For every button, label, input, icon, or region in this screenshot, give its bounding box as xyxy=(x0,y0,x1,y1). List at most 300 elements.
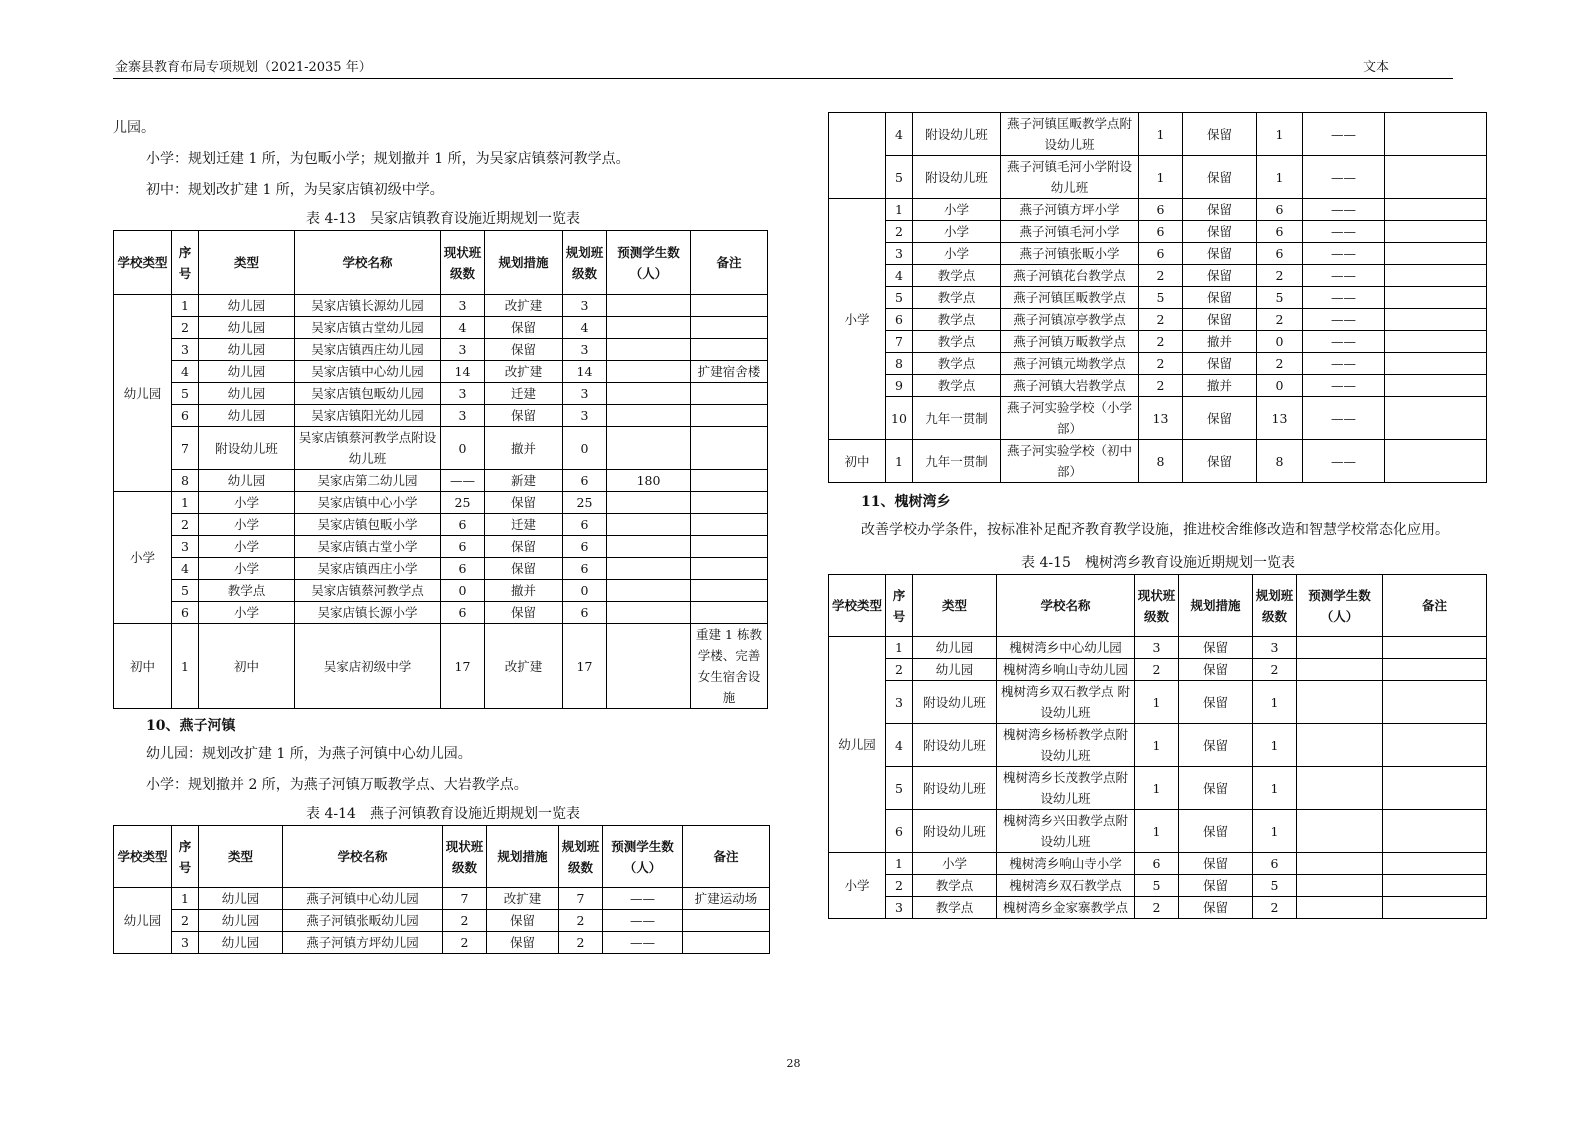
seq-cell: 7 xyxy=(172,427,199,470)
type-cell: 幼儿园 xyxy=(913,659,997,681)
current-cell: 1 xyxy=(1139,156,1183,199)
current-cell: 8 xyxy=(1139,440,1183,483)
table-row xyxy=(114,405,768,427)
seq-cell: 4 xyxy=(886,724,913,767)
name-cell: 槐树湾乡金家寨教学点 xyxy=(997,897,1135,919)
name-cell: 槐树湾乡杨桥教学点附设幼儿班 xyxy=(997,724,1135,767)
students-cell: —— xyxy=(1303,287,1385,309)
table-row xyxy=(114,514,768,536)
table-row xyxy=(114,383,768,405)
header-current: 现状班级数 xyxy=(443,826,487,888)
planned-cell: 6 xyxy=(563,536,607,558)
planned-cell: 2 xyxy=(1253,897,1297,919)
header-note: 备注 xyxy=(1383,575,1487,637)
students-cell: —— xyxy=(1303,113,1385,156)
note-cell xyxy=(1383,810,1487,853)
header-students: 预测学生数（人） xyxy=(1297,575,1383,637)
measure-cell: 保留 xyxy=(485,339,563,361)
students-cell xyxy=(607,514,691,536)
note-cell xyxy=(1383,853,1487,875)
students-cell xyxy=(607,339,691,361)
type-cell: 小学 xyxy=(199,536,295,558)
type-cell: 教学点 xyxy=(913,353,1001,375)
students-cell xyxy=(607,317,691,339)
header-name: 学校名称 xyxy=(283,826,443,888)
measure-cell: 保留 xyxy=(1179,767,1253,810)
table-row xyxy=(829,681,1487,724)
school-type-cell: 初中 xyxy=(114,624,172,709)
note-cell xyxy=(1385,287,1487,309)
seq-cell: 3 xyxy=(172,339,199,361)
name-cell: 燕子河镇万畈教学点 xyxy=(1001,331,1139,353)
students-cell xyxy=(1297,767,1383,810)
students-cell: —— xyxy=(1303,199,1385,221)
current-cell: 3 xyxy=(441,405,485,427)
type-cell: 小学 xyxy=(199,492,295,514)
current-cell: 2 xyxy=(1139,331,1183,353)
name-cell: 吴家店镇蔡河教学点 xyxy=(295,580,441,602)
current-cell: 1 xyxy=(1135,767,1179,810)
current-cell: 3 xyxy=(441,295,485,317)
current-cell: 2 xyxy=(1135,659,1179,681)
seq-cell: 2 xyxy=(886,875,913,897)
header-name: 学校名称 xyxy=(295,231,441,295)
measure-cell: 新建 xyxy=(485,470,563,492)
table-row xyxy=(829,265,1487,287)
planned-cell: 0 xyxy=(1257,331,1303,353)
table-row xyxy=(114,888,770,910)
note-cell: 扩建宿舍楼 xyxy=(691,361,768,383)
name-cell: 燕子河镇花台教学点 xyxy=(1001,265,1139,287)
name-cell: 吴家店镇中心小学 xyxy=(295,492,441,514)
measure-cell: 保留 xyxy=(485,558,563,580)
name-cell: 燕子河镇匡畈教学点附设幼儿班 xyxy=(1001,113,1139,156)
students-cell xyxy=(607,558,691,580)
school-type-cell: 幼儿园 xyxy=(114,888,172,954)
note-cell xyxy=(691,295,768,317)
planned-cell: 13 xyxy=(1257,397,1303,440)
type-cell: 附设幼儿班 xyxy=(199,427,295,470)
note-cell: 扩建运动场 xyxy=(683,888,770,910)
current-cell: 5 xyxy=(1135,875,1179,897)
table-row xyxy=(114,580,768,602)
name-cell: 燕子河镇方坪小学 xyxy=(1001,199,1139,221)
students-cell xyxy=(607,361,691,383)
table-row xyxy=(114,492,768,514)
measure-cell: 撤并 xyxy=(1183,331,1257,353)
table-row xyxy=(829,440,1487,483)
name-cell: 燕子河镇大岩教学点 xyxy=(1001,375,1139,397)
left-column xyxy=(113,113,773,954)
table-row xyxy=(114,339,768,361)
measure-cell: 保留 xyxy=(485,317,563,339)
measure-cell: 保留 xyxy=(485,536,563,558)
planned-cell: 2 xyxy=(1253,659,1297,681)
note-cell xyxy=(691,317,768,339)
name-cell: 吴家店镇长源小学 xyxy=(295,602,441,624)
students-cell xyxy=(607,602,691,624)
type-cell: 教学点 xyxy=(913,287,1001,309)
seq-cell: 1 xyxy=(172,624,199,709)
measure-cell: 保留 xyxy=(485,602,563,624)
type-cell: 幼儿园 xyxy=(199,470,295,492)
header-type: 类型 xyxy=(913,575,997,637)
current-cell: 5 xyxy=(1139,287,1183,309)
measure-cell: 保留 xyxy=(1183,353,1257,375)
name-cell: 吴家店镇长源幼儿园 xyxy=(295,295,441,317)
school-type-cell: 幼儿园 xyxy=(829,637,886,853)
measure-cell: 保留 xyxy=(1179,875,1253,897)
paragraph-primary-merge: 小学：规划撤并 2 所，为燕子河镇万畈教学点、大岩教学点。 xyxy=(146,777,528,793)
current-cell: 6 xyxy=(1139,199,1183,221)
type-cell: 幼儿园 xyxy=(199,339,295,361)
table-4-14-caption: 表 4-14 燕子河镇教育设施近期规划一览表 xyxy=(306,806,580,822)
note-cell xyxy=(1385,221,1487,243)
note-cell xyxy=(1385,113,1487,156)
table-4-15 xyxy=(828,574,1487,919)
measure-cell: 迁建 xyxy=(485,514,563,536)
table-row xyxy=(829,767,1487,810)
seq-cell: 4 xyxy=(886,265,913,287)
school-type-cell: 小学 xyxy=(829,853,886,919)
type-cell: 小学 xyxy=(199,602,295,624)
current-cell: 6 xyxy=(441,514,485,536)
name-cell: 槐树湾乡长茂教学点附设幼儿班 xyxy=(997,767,1135,810)
document-type: 文本 xyxy=(1362,60,1389,75)
measure-cell: 保留 xyxy=(1183,309,1257,331)
seq-cell: 8 xyxy=(172,470,199,492)
header-measure: 规划措施 xyxy=(487,826,559,888)
planned-cell: 14 xyxy=(563,361,607,383)
table-row xyxy=(829,659,1487,681)
name-cell: 燕子河镇张畈幼儿园 xyxy=(283,910,443,932)
current-cell: 3 xyxy=(441,339,485,361)
table-row xyxy=(829,331,1487,353)
students-cell xyxy=(1297,637,1383,659)
students-cell xyxy=(607,624,691,709)
planned-cell: 5 xyxy=(1257,287,1303,309)
current-cell: 6 xyxy=(441,602,485,624)
name-cell: 吴家店镇包畈幼儿园 xyxy=(295,383,441,405)
type-cell: 幼儿园 xyxy=(199,888,283,910)
table-row xyxy=(829,397,1487,440)
note-cell xyxy=(1383,875,1487,897)
note-cell xyxy=(691,339,768,361)
seq-cell: 6 xyxy=(886,309,913,331)
table-row xyxy=(829,637,1487,659)
students-cell: —— xyxy=(603,888,683,910)
table-4-14-continued xyxy=(828,112,1487,483)
header-seq: 序号 xyxy=(172,826,199,888)
planned-cell: 0 xyxy=(563,580,607,602)
seq-cell: 5 xyxy=(886,767,913,810)
students-cell: —— xyxy=(1303,440,1385,483)
header-note: 备注 xyxy=(683,826,770,888)
seq-cell: 5 xyxy=(172,580,199,602)
paragraph-huaishuwan: 改善学校办学条件，按标准补足配齐教育教学设施，推进校舍维修改造和智慧学校常态化应用。 xyxy=(861,522,1449,538)
table-4-15-caption: 表 4-15 槐树湾乡教育设施近期规划一览表 xyxy=(1021,555,1295,571)
type-cell: 幼儿园 xyxy=(199,361,295,383)
note-cell xyxy=(1385,199,1487,221)
seq-cell: 3 xyxy=(886,681,913,724)
seq-cell: 8 xyxy=(886,353,913,375)
table-header-row xyxy=(829,575,1487,637)
measure-cell: 保留 xyxy=(1179,853,1253,875)
measure-cell: 保留 xyxy=(1179,897,1253,919)
note-cell xyxy=(1385,156,1487,199)
current-cell: 0 xyxy=(441,427,485,470)
name-cell: 燕子河镇元坳教学点 xyxy=(1001,353,1139,375)
seq-cell: 6 xyxy=(172,602,199,624)
type-cell: 小学 xyxy=(199,558,295,580)
name-cell: 槐树湾乡兴田教学点附设幼儿班 xyxy=(997,810,1135,853)
type-cell: 附设幼儿班 xyxy=(913,681,997,724)
name-cell: 吴家店镇蔡河教学点附设幼儿班 xyxy=(295,427,441,470)
name-cell: 槐树湾乡响山寺幼儿园 xyxy=(997,659,1135,681)
type-cell: 九年一贯制 xyxy=(913,440,1001,483)
note-cell xyxy=(1385,331,1487,353)
measure-cell: 撤并 xyxy=(485,427,563,470)
name-cell: 槐树湾乡响山寺小学 xyxy=(997,853,1135,875)
type-cell: 幼儿园 xyxy=(913,637,997,659)
note-cell xyxy=(691,558,768,580)
planned-cell: 2 xyxy=(1257,265,1303,287)
current-cell: 7 xyxy=(443,888,487,910)
current-cell: 1 xyxy=(1139,113,1183,156)
name-cell: 燕子河镇方坪幼儿园 xyxy=(283,932,443,954)
planned-cell: 1 xyxy=(1253,681,1297,724)
table-row xyxy=(114,624,768,709)
planned-cell: 6 xyxy=(1257,243,1303,265)
students-cell xyxy=(607,405,691,427)
header-students: 预测学生数（人） xyxy=(603,826,683,888)
measure-cell: 改扩建 xyxy=(485,295,563,317)
seq-cell: 9 xyxy=(886,375,913,397)
measure-cell: 保留 xyxy=(1183,113,1257,156)
name-cell: 燕子河镇张畈小学 xyxy=(1001,243,1139,265)
students-cell xyxy=(1297,810,1383,853)
planned-cell: 17 xyxy=(563,624,607,709)
seq-cell: 7 xyxy=(886,331,913,353)
school-type-cell xyxy=(829,113,886,199)
name-cell: 吴家店镇西庄幼儿园 xyxy=(295,339,441,361)
table-row xyxy=(114,536,768,558)
table-row xyxy=(829,199,1487,221)
school-type-cell: 小学 xyxy=(829,199,886,440)
measure-cell: 撤并 xyxy=(485,580,563,602)
name-cell: 燕子河实验学校（小学部） xyxy=(1001,397,1139,440)
current-cell: 6 xyxy=(441,536,485,558)
table-4-14 xyxy=(113,825,770,954)
measure-cell: 保留 xyxy=(485,405,563,427)
students-cell xyxy=(607,492,691,514)
header-current: 现状班级数 xyxy=(1135,575,1179,637)
name-cell: 槐树湾乡双石教学点 xyxy=(997,875,1135,897)
note-cell xyxy=(691,470,768,492)
measure-cell: 保留 xyxy=(1183,397,1257,440)
note-cell xyxy=(1385,243,1487,265)
seq-cell: 4 xyxy=(172,558,199,580)
table-row xyxy=(114,602,768,624)
current-cell: 14 xyxy=(441,361,485,383)
students-cell xyxy=(607,427,691,470)
note-cell xyxy=(691,514,768,536)
planned-cell: 1 xyxy=(1257,156,1303,199)
header-type: 类型 xyxy=(199,826,283,888)
students-cell xyxy=(607,383,691,405)
current-cell: 1 xyxy=(1135,724,1179,767)
type-cell: 初中 xyxy=(199,624,295,709)
seq-cell: 1 xyxy=(886,853,913,875)
students-cell xyxy=(1297,681,1383,724)
students-cell: —— xyxy=(1303,221,1385,243)
name-cell: 吴家店镇阳光幼儿园 xyxy=(295,405,441,427)
note-cell xyxy=(683,932,770,954)
planned-cell: 3 xyxy=(563,405,607,427)
type-cell: 幼儿园 xyxy=(199,383,295,405)
seq-cell: 3 xyxy=(886,897,913,919)
planned-cell: 1 xyxy=(1253,767,1297,810)
measure-cell: 保留 xyxy=(1179,810,1253,853)
seq-cell: 4 xyxy=(172,361,199,383)
header-planned: 规划班级数 xyxy=(563,231,607,295)
name-cell: 吴家店镇古堂小学 xyxy=(295,536,441,558)
note-cell xyxy=(691,536,768,558)
header-current: 现状班级数 xyxy=(441,231,485,295)
name-cell: 吴家店第二幼儿园 xyxy=(295,470,441,492)
type-cell: 教学点 xyxy=(913,331,1001,353)
seq-cell: 1 xyxy=(886,440,913,483)
planned-cell: 6 xyxy=(1253,853,1297,875)
name-cell: 燕子河实验学校（初中部） xyxy=(1001,440,1139,483)
table-header-row xyxy=(114,231,768,295)
note-cell xyxy=(1385,265,1487,287)
measure-cell: 改扩建 xyxy=(485,624,563,709)
table-row xyxy=(829,375,1487,397)
current-cell: 4 xyxy=(441,317,485,339)
type-cell: 小学 xyxy=(913,853,997,875)
students-cell xyxy=(1297,659,1383,681)
measure-cell: 保留 xyxy=(487,932,559,954)
paragraph-middle-school: 初中：规划改扩建 1 所，为吴家店镇初级中学。 xyxy=(146,182,444,198)
name-cell: 吴家店镇西庄小学 xyxy=(295,558,441,580)
table-row xyxy=(114,295,768,317)
school-type-cell: 幼儿园 xyxy=(114,295,172,492)
header-planned: 规划班级数 xyxy=(1253,575,1297,637)
note-cell xyxy=(691,383,768,405)
header-measure: 规划措施 xyxy=(1179,575,1253,637)
current-cell: 6 xyxy=(1135,853,1179,875)
name-cell: 燕子河镇毛河小学附设幼儿班 xyxy=(1001,156,1139,199)
table-4-13-caption: 表 4-13 吴家店镇教育设施近期规划一览表 xyxy=(306,211,580,227)
planned-cell: 1 xyxy=(1253,810,1297,853)
current-cell: —— xyxy=(441,470,485,492)
table-row xyxy=(829,875,1487,897)
seq-cell: 10 xyxy=(886,397,913,440)
students-cell: —— xyxy=(1303,331,1385,353)
seq-cell: 5 xyxy=(886,287,913,309)
type-cell: 幼儿园 xyxy=(199,932,283,954)
current-cell: 2 xyxy=(1139,375,1183,397)
right-column xyxy=(828,112,1488,919)
note-cell xyxy=(691,405,768,427)
table-row xyxy=(114,558,768,580)
measure-cell: 保留 xyxy=(1183,440,1257,483)
type-cell: 教学点 xyxy=(199,580,295,602)
seq-cell: 3 xyxy=(172,536,199,558)
table-row xyxy=(829,221,1487,243)
note-cell xyxy=(1385,440,1487,483)
measure-cell: 撤并 xyxy=(1183,375,1257,397)
current-cell: 6 xyxy=(441,558,485,580)
measure-cell: 保留 xyxy=(485,492,563,514)
measure-cell: 保留 xyxy=(1183,287,1257,309)
seq-cell: 6 xyxy=(886,810,913,853)
students-cell: —— xyxy=(1303,156,1385,199)
header-measure: 规划措施 xyxy=(485,231,563,295)
type-cell: 附设幼儿班 xyxy=(913,156,1001,199)
name-cell: 燕子河镇匡畈教学点 xyxy=(1001,287,1139,309)
seq-cell: 2 xyxy=(886,659,913,681)
type-cell: 附设幼儿班 xyxy=(913,724,997,767)
planned-cell: 3 xyxy=(563,295,607,317)
measure-cell: 保留 xyxy=(1179,637,1253,659)
type-cell: 九年一贯制 xyxy=(913,397,1001,440)
measure-cell: 改扩建 xyxy=(485,361,563,383)
note-cell xyxy=(691,427,768,470)
header-seq: 序号 xyxy=(886,575,913,637)
note-cell xyxy=(691,602,768,624)
school-type-cell: 初中 xyxy=(829,440,886,483)
header-planned: 规划班级数 xyxy=(559,826,603,888)
document-title: 金寨县教育布局专项规划（2021-2035 年） xyxy=(115,60,372,75)
table-row xyxy=(829,724,1487,767)
students-cell xyxy=(1297,875,1383,897)
name-cell: 吴家店初级中学 xyxy=(295,624,441,709)
header-type: 类型 xyxy=(199,231,295,295)
planned-cell: 3 xyxy=(563,339,607,361)
planned-cell: 6 xyxy=(1257,199,1303,221)
current-cell: 1 xyxy=(1135,681,1179,724)
seq-cell: 1 xyxy=(172,295,199,317)
type-cell: 教学点 xyxy=(913,309,1001,331)
note-cell xyxy=(1383,659,1487,681)
measure-cell: 保留 xyxy=(487,910,559,932)
current-cell: 0 xyxy=(441,580,485,602)
current-cell: 2 xyxy=(443,910,487,932)
type-cell: 附设幼儿班 xyxy=(913,767,997,810)
table-row xyxy=(114,910,770,932)
planned-cell: 6 xyxy=(563,602,607,624)
type-cell: 教学点 xyxy=(913,265,1001,287)
header-school-type: 学校类型 xyxy=(114,826,172,888)
current-cell: 3 xyxy=(1135,637,1179,659)
students-cell xyxy=(1297,724,1383,767)
seq-cell: 2 xyxy=(886,221,913,243)
page-number: 28 xyxy=(786,1057,801,1070)
type-cell: 小学 xyxy=(199,514,295,536)
name-cell: 燕子河镇中心幼儿园 xyxy=(283,888,443,910)
planned-cell: 2 xyxy=(559,910,603,932)
current-cell: 17 xyxy=(441,624,485,709)
current-cell: 2 xyxy=(1139,353,1183,375)
current-cell: 2 xyxy=(443,932,487,954)
seq-cell: 2 xyxy=(172,317,199,339)
table-row xyxy=(829,353,1487,375)
students-cell: —— xyxy=(603,910,683,932)
note-cell: 重建 1 栋教学楼、完善女生宿舍设施 xyxy=(691,624,768,709)
school-type-cell: 小学 xyxy=(114,492,172,624)
